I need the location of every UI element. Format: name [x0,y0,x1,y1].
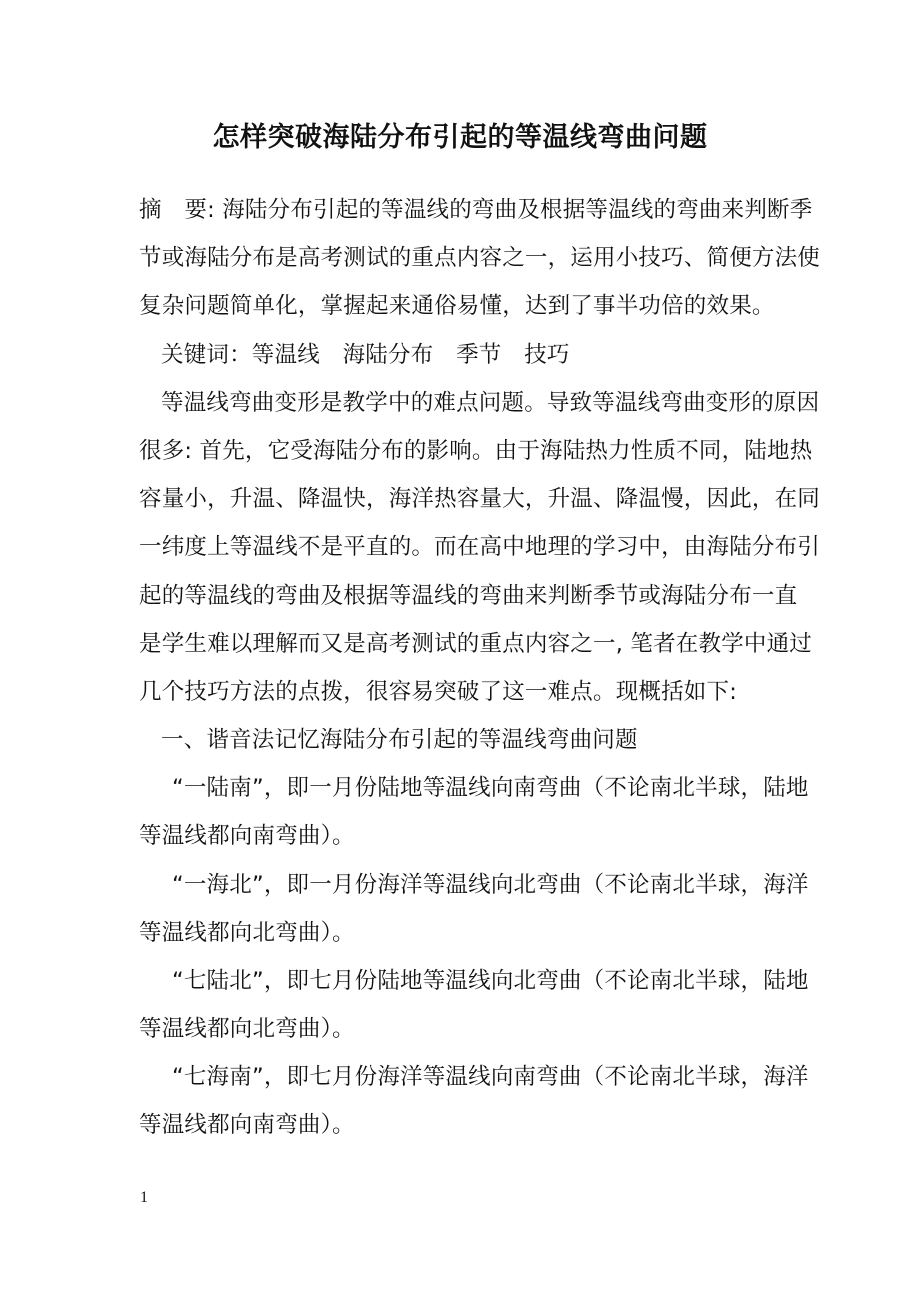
section-heading: 一、谐音法记忆海陆分布引起的等温线弯曲问题 [161,727,638,753]
mnemonic-1-line-1: “一陆南”，即一月份陆地等温线向南弯曲（不论南北半球，陆地 [172,775,809,801]
body-paragraph-line-1: 等温线弯曲变形是教学中的难点问题。导致等温线弯曲变形的原因 [161,390,820,416]
mnemonic-4-line-1: “七海南”，即七月份海洋等温线向南弯曲（不论南北半球，海洋 [172,1064,809,1090]
page-number: 1 [140,1189,148,1206]
mnemonic-3-line-1: “七陆北”，即七月份陆地等温线向北弯曲（不论南北半球，陆地 [172,968,809,994]
document-title: 怎样突破海陆分布引起的等温线弯曲问题 [212,122,708,153]
body-paragraph-line-5: 起的等温线的弯曲及根据等温线的弯曲来判断季节或海陆分布一直 [139,583,798,609]
mnemonic-3-line-2: 等温线都向北弯曲）。 [139,1016,355,1042]
mnemonic-4-line-2: 等温线都向南弯曲）。 [139,1112,355,1138]
body-paragraph-line-2: 很多: 首先，它受海陆分布的影响。由于海陆热力性质不同，陆地热 [139,438,813,464]
body-paragraph-line-3: 容量小，升温、降温快，海洋热容量大，升温、降温慢，因此，在同 [139,486,821,512]
mnemonic-2-line-2: 等温线都向北弯曲）。 [139,920,355,946]
mnemonic-2-line-1: “一海北”，即一月份海洋等温线向北弯曲（不论南北半球，海洋 [172,872,809,898]
body-paragraph-line-6: 是学生难以理解而又是高考测试的重点内容之一, 笔者在教学中通过 [139,631,813,657]
abstract-line-1: 摘 要: 海陆分布引起的等温线的弯曲及根据等温线的弯曲来判断季 [139,197,813,223]
abstract-line-2: 节或海陆分布是高考测试的重点内容之一，运用小技巧、简便方法使 [139,245,821,271]
body-paragraph-line-4: 一纬度上等温线不是平直的。而在高中地理的学习中，由海陆分布引 [139,534,821,560]
abstract-line-3: 复杂问题简单化，掌握起来通俗易懂，达到了事半功倍的效果。 [139,293,775,319]
keywords-line: 关键词：等温线 海陆分布 季节 技巧 [161,342,570,368]
body-paragraph-line-7: 几个技巧方法的点拨，很容易突破了这一难点。现概括如下: [139,679,737,705]
mnemonic-1-line-2: 等温线都向南弯曲）。 [139,823,355,849]
